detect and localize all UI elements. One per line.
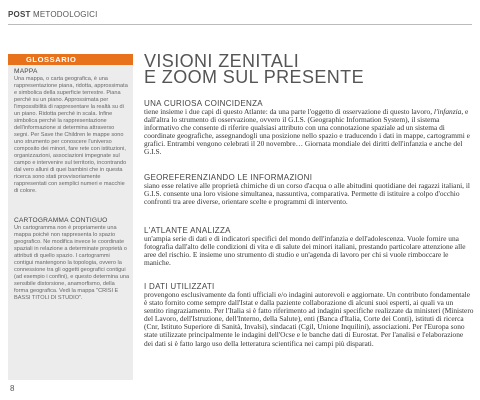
glossary-term-mappa: MAPPA xyxy=(14,68,38,75)
section-heading-atlante: L'ATLANTE ANALIZZA xyxy=(144,226,231,235)
page-title-line-1: VISIONI ZENITALI xyxy=(144,51,300,71)
glossary-term-cartogramma: CARTOGRAMMA CONTIGUO xyxy=(14,217,108,224)
section-body-georeferenziando: siano esse relative alle proprietà chimiche di un corso d'acqua o alle abitudini quotidiane dei ragazzi italiani, il G.I.S. consente una loro visione simultanea, nassuntiva, comparativa. Permette di istituire a colpo d'occhio confronti tra aree diverse, orientare scelte e programmi di intervento. xyxy=(144,181,470,207)
section-heading-georeferenziando: GEOREFERENZIANDO LE INFORMAZIONI xyxy=(144,173,313,182)
page-title-line-2: E ZOOM SUL PRESENTE xyxy=(144,67,364,87)
running-header xyxy=(8,10,98,19)
glossary-title: GLOSSARIO xyxy=(26,55,77,64)
section-body-coincidenza-em: l'infanzia xyxy=(433,107,462,116)
section-body-dati: provengono esclusivamente da fonti ufficiali e/o indagini autorevoli e aggiornate. Un contributo fondamentale è stato fornito come sempre dall'Istat e dalla paziente collaborazione di alcuni suoi esperti, ai quali va un sentito ringraziamento. Per l'Italia si è fatto riferimento ad indagini specifiche realizzate da ministeri (Ministero del Lavoro, dell'Istruzione, dell'Interno, della Salute), enti (Banca d'Italia, Corte dei Conti), istituti di ricerca (Cnr, Istituto Superiore di Sanità, Invalsi), sindacati (Cgil, Unione Inquilini), associazioni. Per l'Europa sono state utilizzate principalmente le indagini dell'Ocse e le banche dati di Eurostat. Per l'analisi e l'elaborazione dei dati si è fatto largo uso della letteratura scientifica nei campi più disparati. xyxy=(144,290,474,348)
section-label: METODOLOGICI xyxy=(33,10,98,19)
section-label-bold: POST xyxy=(8,10,31,19)
section-body-coincidenza-pre: tiene insieme i due capi di questo Atlante: da una parte l'oggetto di osservazione di questo lavoro, xyxy=(144,107,434,116)
section-heading-dati: I DATI UTILIZZATI xyxy=(144,282,215,291)
glossary-definition-cartogramma: Un cartogramma non è propriamente una mappa poiché non rappresenta lo spazio geografico. Ne modifica invece le coordinate spaziali in relazione a determinate proprietà o attributi di quello spazio. I cartogrammi contigui mantengono la topologia, ovvero la connessione tra gli oggetti geografici contigui (ad esempio i confini), e questo determina una sensibile distorsione, anamorfismo, della forma geografica. Vedi la mappa "CRISI E BASSI TITOLI DI STUDIO". xyxy=(14,225,130,301)
section-heading-coincidenza: UNA CURIOSA COINCIDENZA xyxy=(144,99,263,108)
header-rule xyxy=(8,24,472,25)
section-body-atlante: un'ampia serie di dati e di indicatori specifici del mondo dell'infanzia e dell'adolescenza. Vuole fornire una fotografia dall'alto delle condizioni di vita e di salute dei minori italiani, prestando particolare attenzione alle aree del rischio. E insieme uno strumento di studio e un'agenda di lavoro per chi si vuole rimboccare le maniche. xyxy=(144,234,466,268)
page-title xyxy=(144,53,464,85)
section-body-coincidenza xyxy=(144,108,474,157)
section-body-coincidenza-post: , e dall'altra lo strumento di osservazione, ovvero il G.I.S. (Geographic Information System), il sistema informativo che consente di riferire qualsiasi attributo con una connotazione spaziale ad un sistema di coordinate geografiche, assegnandogli una posizione nello spazio e traducendo i dati in mappe, cartogrammi e grafici. Entrambi vengono celebrati il 20 novembre… Giornata mondiale dei diritti dell'infanzia e anche del G.I.S. xyxy=(144,107,470,157)
glossary-definition-mappa: Una mappa, o carta geografica, è una rappresentazione piana, ridotta, approssimata e simbolica della superficie terrestre. Piana perché su un piano. Approssimata per l'impossibilità di rappresentare la realtà su di un piano. Ridotta perché in scala. Infine simbolica perché la rappresentazione dell'informazione si determina attraverso segni. Per Save the Children le mappe sono uno strumento per conoscere l'universo composito dei minori, fare rete con istituzioni, organizzazioni, associazioni impegnate sul campo e intervenire sul territorio, incontrando dal vero alluni di quei bambini che in questa ricerca sono stati provvisoriamente rappresentati con semplici numeri e macchie di colore. xyxy=(14,76,128,194)
glossary-sidebar xyxy=(8,54,133,380)
page-number: 8 xyxy=(10,384,15,393)
glossary-title-bar xyxy=(8,54,133,65)
